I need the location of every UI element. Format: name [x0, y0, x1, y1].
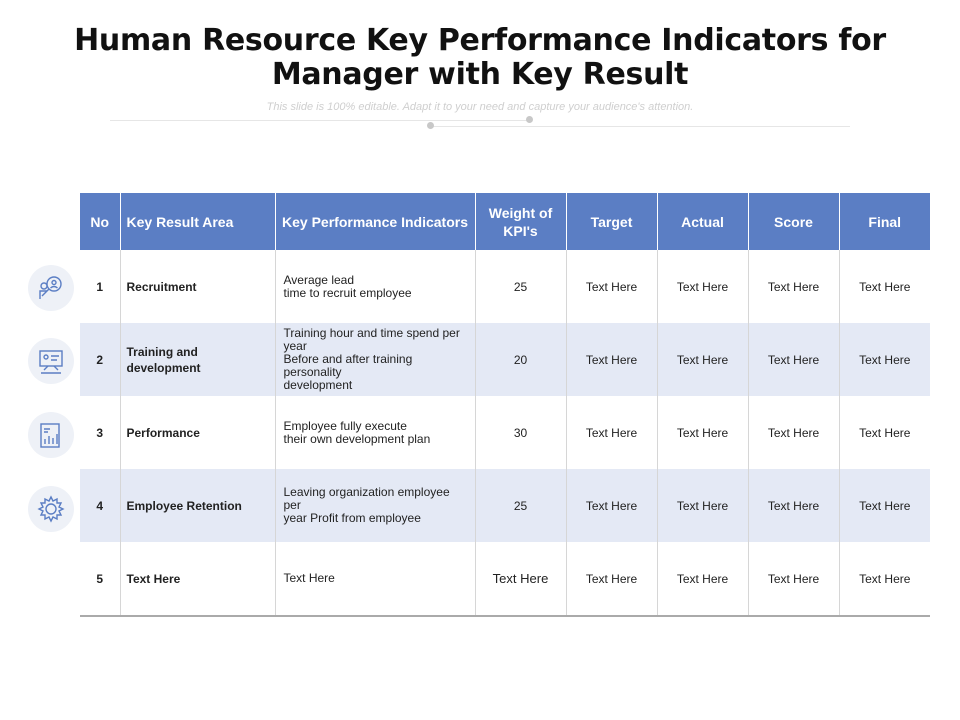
col-header-final: Final	[839, 193, 930, 250]
row-number: 2	[80, 323, 120, 396]
col-header-weight: Weight of KPI's	[475, 193, 566, 250]
score-cell: Text Here	[748, 250, 839, 323]
title-line-1: Human Resource Key Performance Indicators for	[74, 23, 886, 58]
score-cell: Text Here	[748, 469, 839, 542]
recruitment-search-icon	[28, 265, 74, 311]
key-result-area: Performance	[120, 396, 275, 469]
kpi-line: Leaving organization employee per	[283, 485, 450, 512]
actual-cell: Text Here	[657, 396, 748, 469]
key-result-area: Recruitment	[120, 250, 275, 323]
col-header-key-result-area: Key Result Area	[120, 193, 275, 250]
key-result-area: Text Here	[120, 542, 275, 616]
table-header-row	[80, 193, 930, 250]
kpi-weight: 30	[475, 396, 566, 469]
score-cell: Text Here	[748, 323, 839, 396]
kpi-line: time to recruit employee	[283, 285, 412, 300]
training-board-icon	[28, 338, 74, 384]
actual-cell: Text Here	[657, 323, 748, 396]
score-cell: Text Here	[748, 542, 839, 616]
page-title	[40, 24, 920, 92]
row-number: 1	[80, 250, 120, 323]
final-cell: Text Here	[839, 469, 930, 542]
table-row	[80, 250, 930, 323]
kpi-line: Before and after training personality	[283, 352, 413, 379]
title-divider	[110, 118, 850, 130]
score-cell: Text Here	[748, 396, 839, 469]
col-header-kpi: Key Performance Indicators	[275, 193, 475, 250]
table-row	[80, 323, 930, 396]
final-cell: Text Here	[839, 323, 930, 396]
kpi-line: their own development plan	[283, 431, 431, 446]
kpi-line: development	[283, 378, 353, 392]
kpi-table	[80, 193, 930, 617]
kpi-description	[275, 542, 475, 616]
target-cell: Text Here	[566, 323, 657, 396]
kpi-weight: 25	[475, 250, 566, 323]
final-cell: Text Here	[859, 425, 911, 440]
target-cell: Text Here	[566, 469, 657, 542]
row-number: 4	[80, 469, 120, 542]
actual-cell: Text Here	[657, 250, 748, 323]
target-cell: Text Here	[566, 542, 657, 616]
col-header-target: Target	[566, 193, 657, 250]
actual-cell: Text Here	[657, 542, 748, 616]
key-result-area: Employee Retention	[120, 469, 275, 542]
table-row	[80, 469, 930, 542]
kpi-weight: 20	[475, 323, 566, 396]
col-header-actual: Actual	[657, 193, 748, 250]
kpi-weight: 25	[475, 469, 566, 542]
kpi-description	[275, 396, 475, 469]
kpi-line: year Profit from employee	[283, 511, 421, 525]
row-number: 5	[80, 542, 120, 616]
kpi-line: Average lead	[283, 272, 354, 287]
kpi-description	[275, 469, 475, 542]
key-result-area: Training and development	[120, 323, 275, 396]
title-line-2: Manager with Key Result	[271, 57, 689, 92]
kpi-description	[275, 323, 475, 396]
target-cell: Text Here	[566, 250, 657, 323]
kpi-line: Training hour and time spend per year	[283, 326, 460, 353]
kpi-weight: Text Here	[475, 542, 566, 616]
actual-cell: Text Here	[657, 469, 748, 542]
final-cell: Text Here	[839, 542, 930, 616]
kpi-line: Text Here	[283, 571, 335, 585]
target-cell: Text Here	[566, 396, 657, 469]
performance-chart-icon	[28, 412, 74, 458]
retention-gear-icon	[28, 486, 74, 532]
kpi-description	[275, 250, 475, 323]
page-subtitle: This slide is 100% editable. Adapt it to your need and capture your audience's attention.	[266, 101, 694, 113]
col-header-score: Score	[748, 193, 839, 250]
final-cell: Text Here	[859, 279, 911, 294]
row-number: 3	[80, 396, 120, 469]
table-row	[80, 542, 930, 616]
col-header-no: No	[80, 193, 120, 250]
kpi-line: Employee fully execute	[283, 418, 407, 433]
table-row	[80, 396, 930, 469]
